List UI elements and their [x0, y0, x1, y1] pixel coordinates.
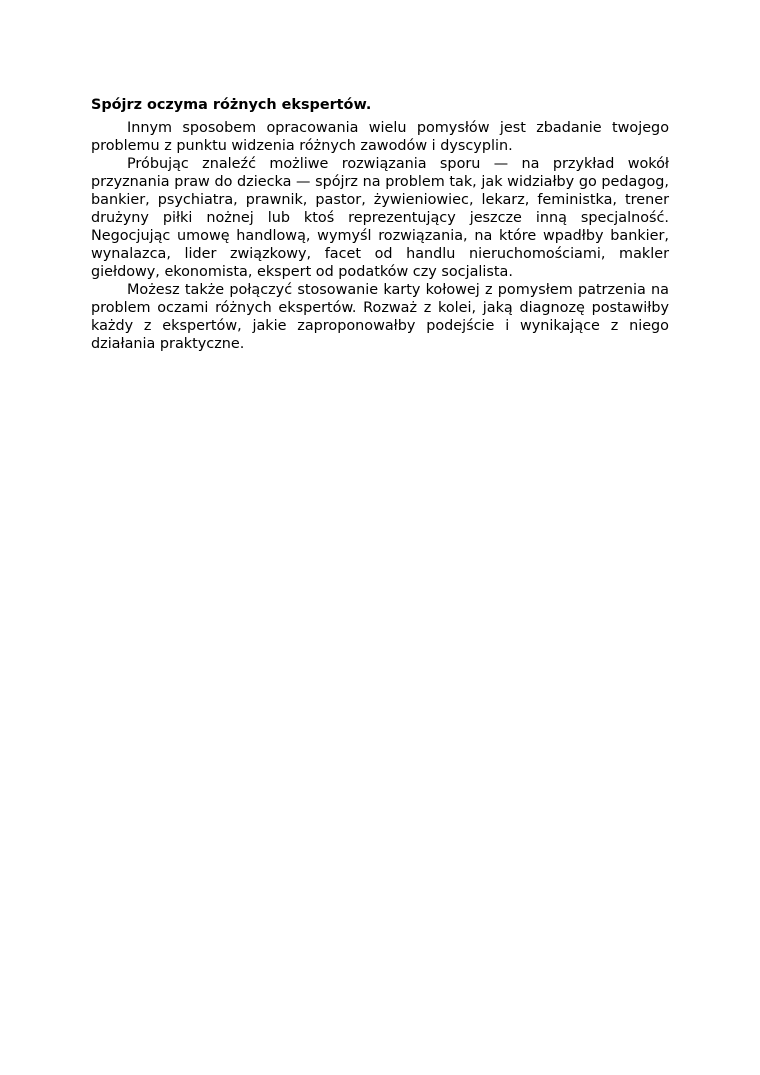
paragraph-2: Próbując znaleźć możliwe rozwiązania sporu — na przykład wokół przyznania praw do dziecka — spójrz na problem tak, jak widziałby go pedagog, bankier, psychiatra, prawnik, pastor, żywieniowiec, lekarz, feministka, trener drużyny piłki nożnej lub ktoś reprezentujący jeszcze inną specjalność. Negocjując umowę handlową, wymyśl rozwiązania, na które wpadłby bankier, wynalazca, lider związkowy, facet od handlu nieruchomościami, makler giełdowy, ekonomista, ekspert od podatków czy socjalista. [91, 156, 669, 280]
section-heading: Spójrz oczyma różnych ekspertów. [91, 97, 372, 113]
paragraph-3: Możesz także połączyć stosowanie karty kołowej z pomysłem patrzenia na problem oczami różnych ekspertów. Rozważ z kolei, jaką diagnozę postawiłby każdy z ekspertów, jakie zaproponowałby podejście i wynikające z niego działania praktyczne. [91, 282, 669, 352]
paragraph-1: Innym sposobem opracowania wielu pomysłów jest zbadanie twojego problemu z punktu widzenia różnych zawodów i dyscyplin. [91, 120, 669, 154]
document-page [91, 96, 669, 353]
